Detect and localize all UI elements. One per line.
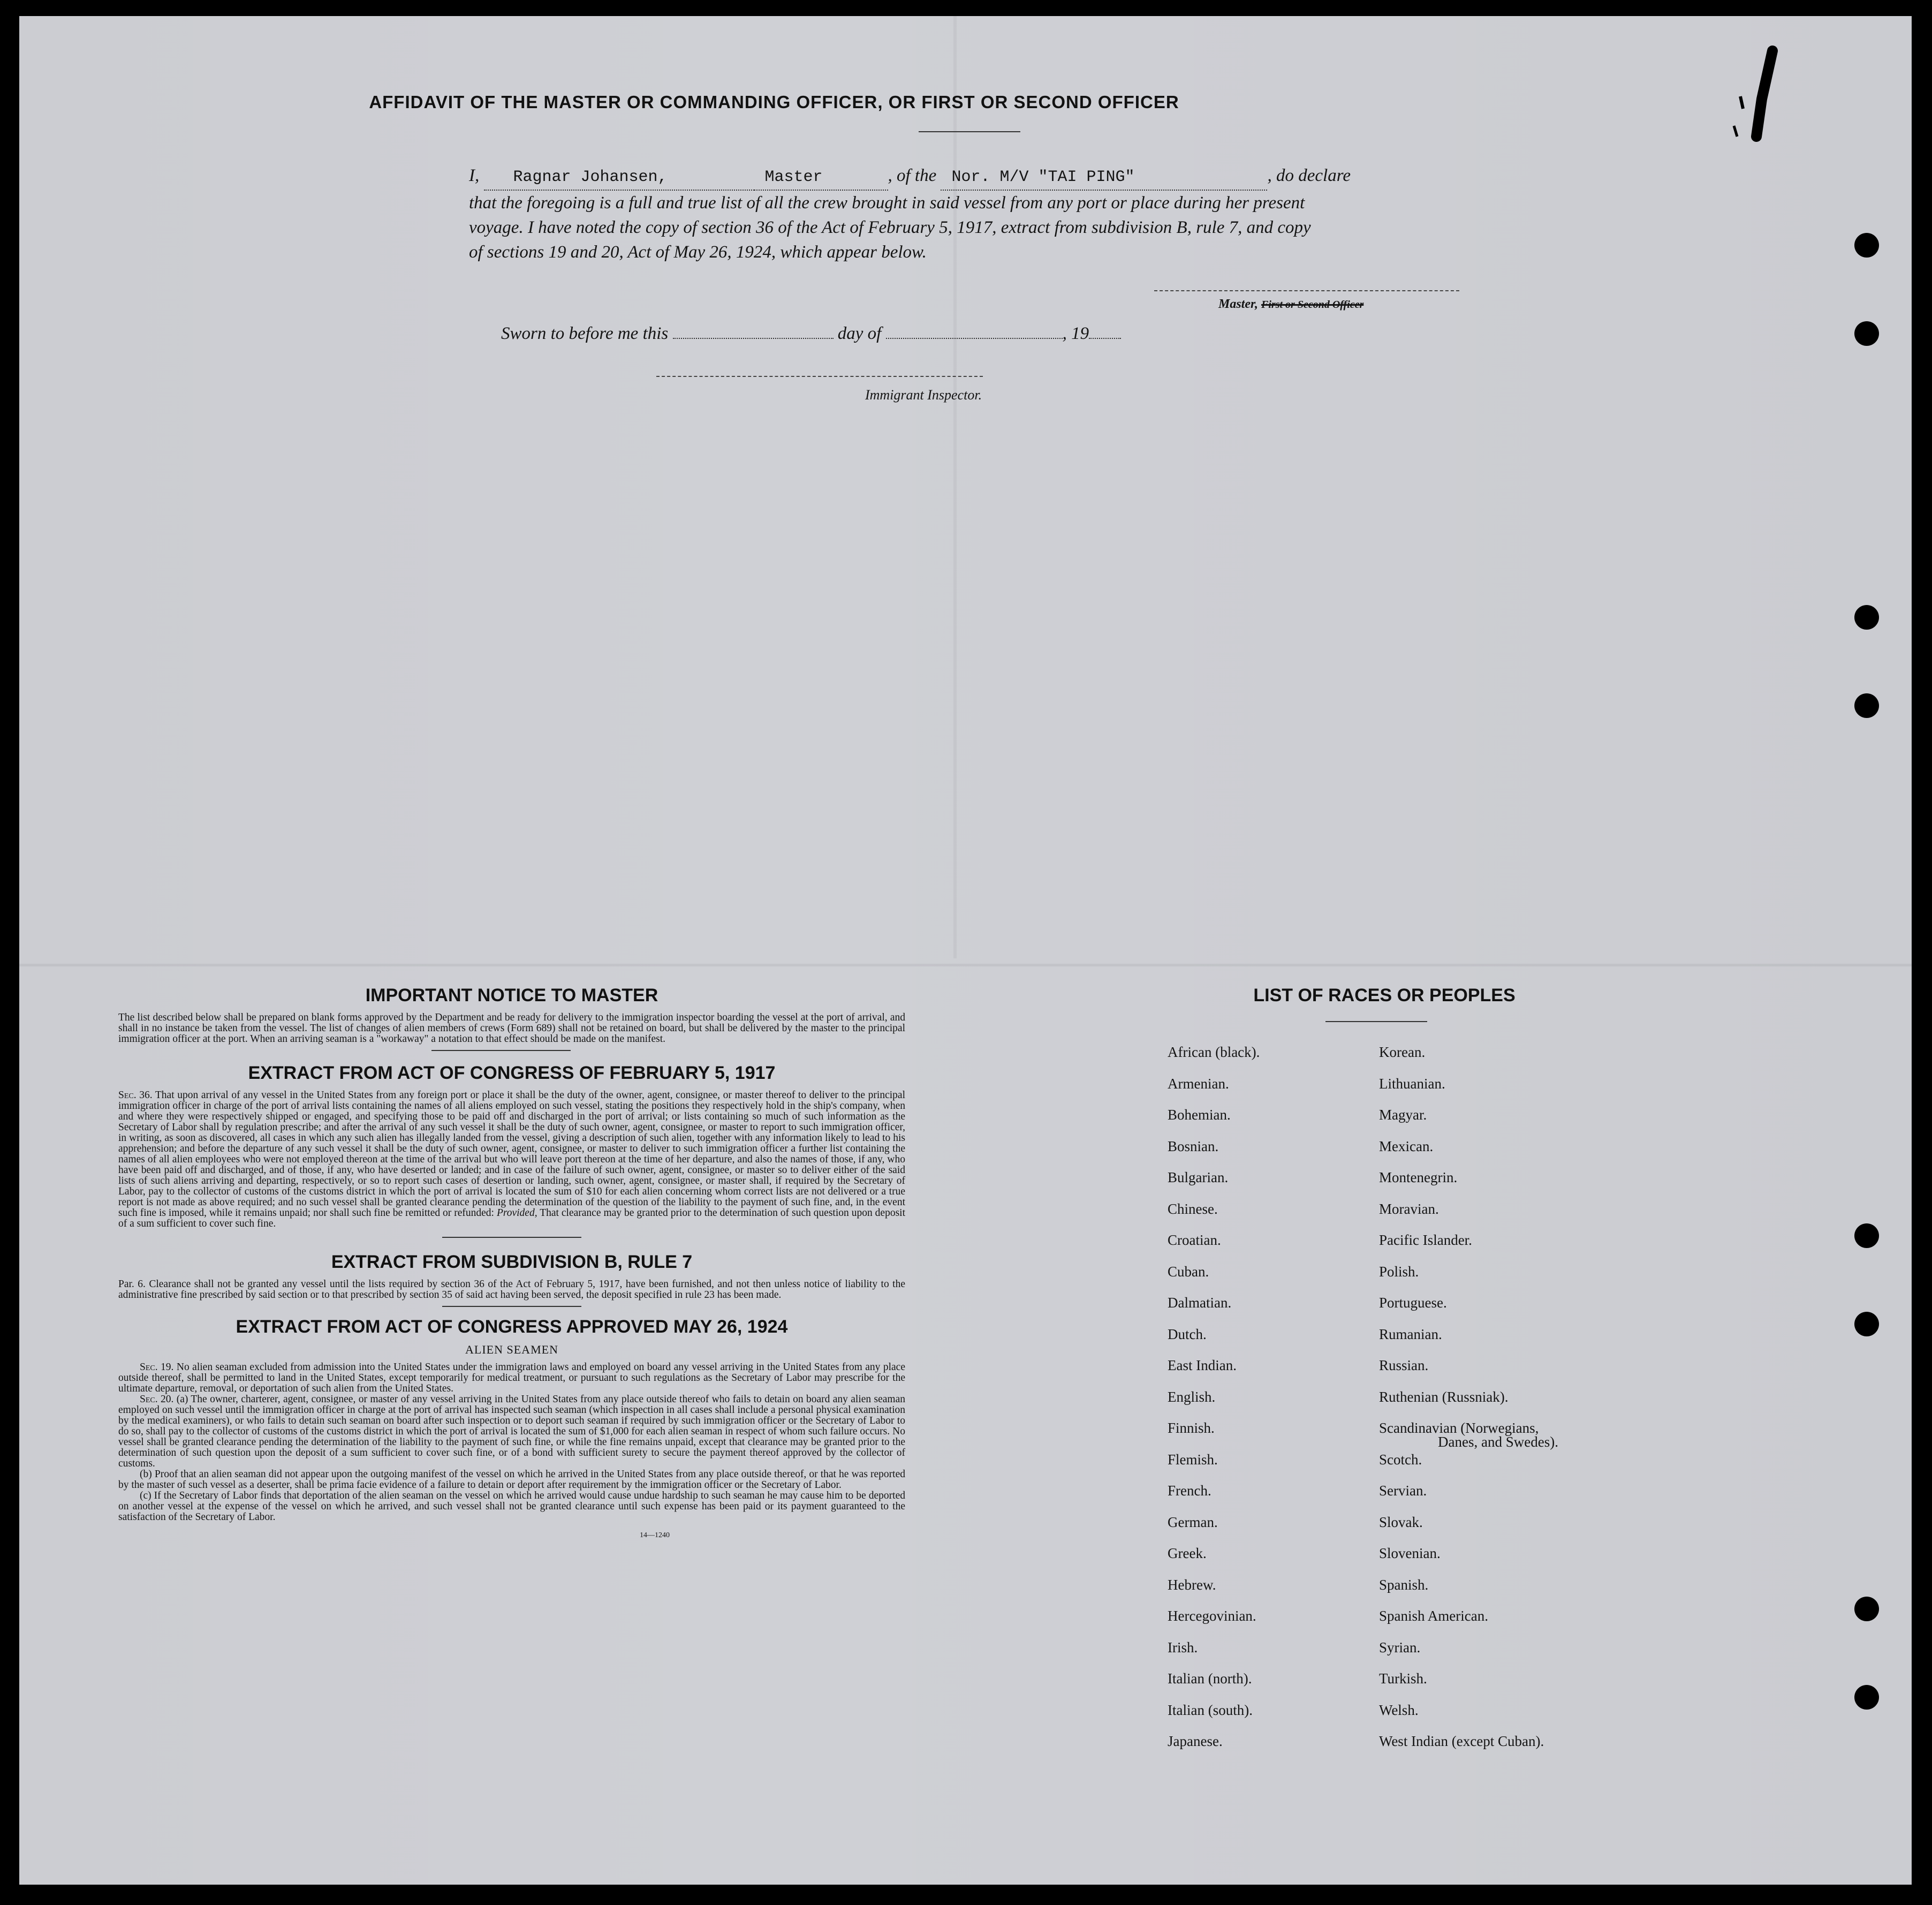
race-item: Japanese. xyxy=(1168,1733,1223,1749)
race-item: Russian. xyxy=(1379,1357,1429,1373)
divider xyxy=(1325,1021,1427,1022)
master-name-field xyxy=(484,163,754,191)
race-item: African (black). xyxy=(1168,1044,1260,1060)
signature-struck-label: First or Second Officer xyxy=(1261,299,1364,311)
fold-crease-horizontal xyxy=(19,964,1912,966)
year-prefix: , 19 xyxy=(1062,324,1089,343)
race-item: Irish. xyxy=(1168,1639,1198,1655)
race-item: Pacific Islander. xyxy=(1379,1232,1472,1248)
extract-rule7-body: Par. 6. Clearance shall not be granted any vessel until the lists required by section 36 of the Act of February 5, 1917, have been furnished, and not then unless notice of liability to the administrative fine prescribed by said section or to that prescribed by section 35 of said act having been served, the deposit specified in rule 23 has been made. xyxy=(118,1279,905,1301)
declaration-line-3: voyage. I have noted the copy of section 36 of the Act of February 5, 1917, extract from subdivision B, rule 7, and copy xyxy=(469,218,1311,237)
sec-20c-paragraph: (c) If the Secretary of Labor finds that deportation of the alien seaman on the vessel on which he arrived would cause undue hardship to such seaman he may cause him to be deported on another vessel at the expense of the vessel on which he arrived, and such vessel shall not be granted clearance until such expense has been paid or its payment guaranteed to the satisfaction of the Secretary of Labor. xyxy=(118,1490,905,1523)
sec-19-paragraph xyxy=(118,1362,905,1394)
race-item: Armenian. xyxy=(1168,1075,1229,1092)
race-item: Dutch. xyxy=(1168,1326,1207,1342)
notices-column xyxy=(118,985,905,1540)
punch-hole xyxy=(1854,1223,1879,1248)
race-item: Spanish. xyxy=(1379,1576,1429,1593)
extract-rule7-title: EXTRACT FROM SUBDIVISION B, RULE 7 xyxy=(331,1252,693,1272)
form-number: 14—1240 xyxy=(640,1531,670,1539)
divider xyxy=(919,131,1020,132)
race-item: Flemish. xyxy=(1168,1451,1218,1468)
signature-line xyxy=(1154,290,1459,292)
race-item: Polish. xyxy=(1379,1263,1419,1280)
race-item: Montenegrin. xyxy=(1379,1169,1458,1185)
race-item: Syrian. xyxy=(1379,1639,1421,1655)
race-item: Slovenian. xyxy=(1379,1545,1441,1561)
race-item: Cuban. xyxy=(1168,1263,1209,1280)
race-item: Mexican. xyxy=(1379,1138,1434,1154)
extract-1917-body xyxy=(118,1090,905,1229)
sworn-month-field xyxy=(886,338,1063,339)
sworn-line xyxy=(501,321,1121,346)
sworn-day-field xyxy=(673,338,834,339)
do-declare-label: , do declare xyxy=(1267,166,1351,185)
vessel-name: Nor. M/V "TAI PING" xyxy=(951,168,1135,186)
sec-20a-text: (a) The owner, charterer, agent, consignee, or master of any vessel arriving in the United States from any place outside thereof who fails to detain on board any alien seaman employed on such vessel until the immigration officer in charge at the port of arrival has inspected such seaman (which inspection in all cases shall include a personal physical examination by the medical examiners), or who fails to detain such seaman on board after such inspection or to deport such seaman if required by such immigration officer or the Secretary of Labor to do so, shall pay to the collector of customs of the customs district in which the port of arrival is located the sum of $1,000 for each alien seaman in respect of whom such failure occurs. No vessel shall be granted clearance pending the determination of the liability to the payment of such fine, or while the fine remains unpaid, except that clearance may be granted prior to the determination of such question upon the deposit of a sum sufficient to cover such fine, or of a bond with sufficient surety to secure the payment thereof approved by the collector of customs. xyxy=(118,1394,905,1469)
race-item: Welsh. xyxy=(1379,1702,1419,1718)
inspector-signature-line xyxy=(656,376,983,377)
race-item: Servian. xyxy=(1379,1483,1427,1499)
race-item: Finnish. xyxy=(1168,1420,1215,1436)
affidavit-title: AFFIDAVIT OF THE MASTER OR COMMANDING OFFICER, OR FIRST OR SECOND OFFICER xyxy=(369,92,1179,112)
sec-36-label: Sec. 36. xyxy=(118,1090,153,1101)
sec-20a-paragraph xyxy=(118,1394,905,1469)
race-item: Rumanian. xyxy=(1379,1326,1442,1342)
race-item: English. xyxy=(1168,1388,1216,1405)
alien-seamen-subtitle: ALIEN SEAMEN xyxy=(465,1343,558,1356)
divider xyxy=(442,1237,581,1238)
race-item: Bosnian. xyxy=(1168,1138,1219,1154)
sworn-year-field xyxy=(1089,338,1121,339)
punch-hole xyxy=(1854,605,1879,630)
race-item: Bulgarian. xyxy=(1168,1169,1229,1185)
proviso-text: That clearance may be granted prior to the determination of such question upon deposit of a sum sufficient to cover such fine. xyxy=(118,1207,906,1229)
race-item: Moravian. xyxy=(1379,1200,1439,1217)
race-item: Magyar. xyxy=(1379,1107,1427,1123)
race-item: East Indian. xyxy=(1168,1357,1237,1373)
signature-master-label: Master, xyxy=(1218,297,1259,311)
rank-value: Master xyxy=(764,168,823,186)
declaration-line-1 xyxy=(469,163,1518,191)
race-item: Italian (south). xyxy=(1168,1702,1253,1718)
declaration-line-4: of sections 19 and 20, Act of May 26, 1924, which appear below. xyxy=(469,243,927,262)
race-item: Korean. xyxy=(1379,1044,1426,1060)
vessel-field xyxy=(941,163,1267,191)
sec-20b-paragraph: (b) Proof that an alien seaman did not appear upon the outgoing manifest of the vessel on which he arrived in the United States from any place outside thereof, or that he was reported by the master of such vessel as a deserter, shall be prima facie evidence of a failure to detain or deport after requirement by the immigration officer or the Secretary of Labor. xyxy=(118,1469,905,1491)
handwritten-mark xyxy=(1730,46,1789,147)
race-item: West Indian (except Cuban). xyxy=(1379,1733,1544,1749)
sworn-label: Sworn to before me this xyxy=(501,324,669,343)
divider xyxy=(431,1050,571,1051)
punch-hole xyxy=(1854,233,1879,258)
divider xyxy=(442,1306,581,1307)
punch-hole xyxy=(1854,693,1879,718)
race-item: Scandinavian (Norwegians, xyxy=(1379,1420,1539,1436)
races-right-column xyxy=(1379,1044,1620,1820)
rank-field xyxy=(754,163,888,191)
race-item: Scotch. xyxy=(1379,1451,1422,1468)
sec-36-text: That upon arrival of any vessel in the United States from any foreign port or place it shall be the duty of the owner, agent, consignee, or master thereof to deliver to the principal immigration officer in charge of the port of arrival lists containing the names of all aliens employed on such vessel, stating the positions they respectively hold in the ship's company, when and where they were respectively shipped or engaged, and specifying those to be paid off and discharged in the port of arrival; or lists containing so much of such information as the Secretary of Labor shall by regulation prescribe; and after the arrival of any such vessel it shall be the duty of such owner, agent, consignee, or master to report to such immigration officer, in writing, as soon as discovered, all cases in which any such alien has illegally landed from the vessel, giving a description of such alien, together with any information likely to lead to his apprehension; and before the departure of any such vessel it shall be the duty of such owner, agent, consignee, or master to deliver to such immigration officer a further list containing the names of all alien employees who were not employed thereon at the time of the arrival but who will leave port thereon at the time of her departure, and also the names of those, if any, who have been paid off and discharged, and of those, if any, who have deserted or landed; and in case of the failure of such owner, agent, consignee, or master so to deliver either of the said lists of such aliens arriving and departing, respectively, or so to report such cases of desertion or landing, such owner, agent, consignee, or master shall, if required by the Secretary of Labor, pay to the collector of customs of the customs district in which the port of arrival is located the sum of $10 for each alien concerning whom correct lists are not delivered or a true report is not made as above required; and no such vessel shall be granted clearance pending the determination of the question of the liability to the payment of such fine, and, in the event such fine is imposed, while it remains unpaid; nor shall such fine be remitted or refunded: xyxy=(118,1090,905,1219)
race-item: Bohemian. xyxy=(1168,1107,1231,1123)
race-item: Greek. xyxy=(1168,1545,1207,1561)
race-item: Ruthenian (Russniak). xyxy=(1379,1388,1509,1405)
sec-19-label: Sec. 19. xyxy=(140,1362,174,1373)
race-item: Turkish. xyxy=(1379,1670,1427,1687)
race-item: Lithuanian. xyxy=(1379,1075,1445,1092)
race-item: Danes, and Swedes). xyxy=(1438,1434,1558,1450)
document-sheet xyxy=(19,16,1912,1885)
punch-hole xyxy=(1854,1312,1879,1336)
notice-body: The list described below shall be prepared on blank forms approved by the Department and be ready for delivery to the immigration inspector boarding the vessel at the port of arrival, and shall in no instance be taken from the vessel. The list of changes of alien members of crews (Form 689) shall not be retained on board, but shall be delivered by the master to the principal immigration officer at the port. When an arriving seaman is a "workaway" a notation to that effect should be made on the manifest. xyxy=(118,1012,905,1045)
master-name: Ragnar Johansen, xyxy=(513,168,668,186)
proviso-label: Provided, xyxy=(496,1207,537,1219)
declaration-line-2: that the foregoing is a full and true list of all the crew brought in said vessel from any port or place during her present xyxy=(469,193,1305,213)
race-item: Dalmatian. xyxy=(1168,1295,1232,1311)
races-left-column xyxy=(1168,1044,1371,1820)
race-item: Slovak. xyxy=(1379,1514,1423,1530)
race-item: Chinese. xyxy=(1168,1200,1218,1217)
extract-1924-title: EXTRACT FROM ACT OF CONGRESS APPROVED MAY 26, 1924 xyxy=(236,1317,788,1337)
of-the-label: , of the xyxy=(888,166,937,185)
i-label: I, xyxy=(469,166,480,185)
notice-title: IMPORTANT NOTICE TO MASTER xyxy=(365,985,658,1006)
races-title: LIST OF RACES OR PEOPLES xyxy=(1253,985,1516,1006)
punch-hole xyxy=(1854,321,1879,346)
sec-19-text: No alien seaman excluded from admission into the United States under the immigration laws and employed on board any vessel arriving in the United States from any place outside thereof, shall be permitted to land in the United States, except temporarily for medical treatment, or pursuant to such regulations as the Secretary of Labor may prescribe for the ultimate departure, removal, or deportation of such alien from the United States. xyxy=(118,1362,905,1394)
day-of-label: day of xyxy=(837,324,882,343)
signature-caption xyxy=(1218,297,1363,312)
race-item: French. xyxy=(1168,1483,1211,1499)
race-item: Italian (north). xyxy=(1168,1670,1252,1687)
punch-hole xyxy=(1854,1685,1879,1710)
race-item: Portuguese. xyxy=(1379,1295,1447,1311)
race-item: Spanish American. xyxy=(1379,1608,1488,1624)
sec-20-label: Sec. 20. xyxy=(140,1394,174,1405)
fold-crease-vertical xyxy=(953,16,957,958)
race-item: Hercegovinian. xyxy=(1168,1608,1256,1624)
race-item: German. xyxy=(1168,1514,1218,1530)
inspector-caption: Immigrant Inspector. xyxy=(865,387,982,403)
declaration-text xyxy=(469,163,1518,264)
race-item: Hebrew. xyxy=(1168,1576,1216,1593)
extract-1917-title: EXTRACT FROM ACT OF CONGRESS OF FEBRUARY 5, 1917 xyxy=(248,1063,776,1083)
race-item: Croatian. xyxy=(1168,1232,1221,1248)
punch-hole xyxy=(1854,1597,1879,1621)
